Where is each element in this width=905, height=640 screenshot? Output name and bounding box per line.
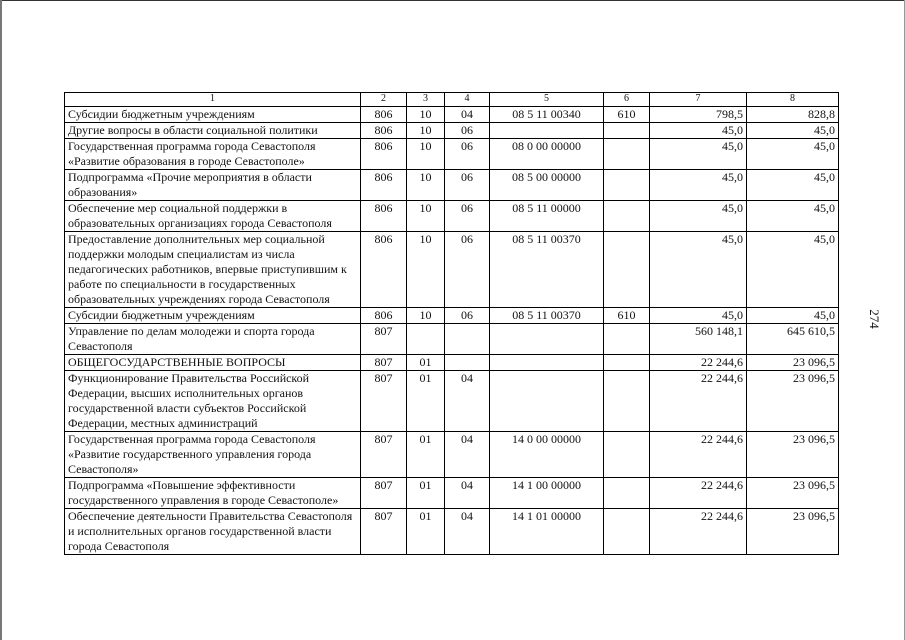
row-name: Предоставление дополнительных мер социальной поддержки молодым специалистам из числа педагогических работников, впервые приступившим к работе по специальности в государственных образовательных учреждениях города Севастополя	[65, 232, 361, 308]
row-rz: 01	[407, 371, 445, 432]
row-name: Государственная программа города Севастополя «Развитие государственного управления города Севастополя»	[65, 432, 361, 478]
table-row	[65, 139, 839, 170]
row-sum-1: 22 244,6	[650, 478, 747, 509]
table-row	[65, 324, 839, 355]
row-name: Обеспечение деятельности Правительства Севастополя и исполнительных органов государственной власти города Севастополя	[65, 509, 361, 555]
row-sum-2: 45,0	[747, 170, 839, 201]
page-number: 274	[867, 309, 882, 329]
table-row	[65, 478, 839, 509]
row-csr	[490, 355, 604, 371]
row-pr: 06	[445, 123, 490, 139]
row-rz: 10	[407, 201, 445, 232]
row-pr: 06	[445, 139, 490, 170]
row-name: ОБЩЕГОСУДАРСТВЕННЫЕ ВОПРОСЫ	[65, 355, 361, 371]
scan-top-border	[0, 0, 905, 4]
row-pr	[445, 324, 490, 355]
col-header-6: 6	[604, 93, 650, 107]
row-name: Подпрограмма «Повышение эффективности государственного управления в городе Севастополе»	[65, 478, 361, 509]
budget-table	[64, 92, 839, 555]
row-sum-2: 45,0	[747, 139, 839, 170]
row-vr	[604, 201, 650, 232]
row-sum-2: 23 096,5	[747, 371, 839, 432]
header-row	[65, 93, 839, 107]
row-pr	[445, 355, 490, 371]
row-vr	[604, 139, 650, 170]
row-rz: 10	[407, 107, 445, 123]
row-sum-2: 23 096,5	[747, 509, 839, 555]
row-vr	[604, 432, 650, 478]
row-csr: 08 5 00 00000	[490, 170, 604, 201]
row-csr: 08 0 00 00000	[490, 139, 604, 170]
row-csr: 08 5 11 00340	[490, 107, 604, 123]
col-header-5: 5	[490, 93, 604, 107]
row-csr: 14 1 00 00000	[490, 478, 604, 509]
row-sum-2: 45,0	[747, 201, 839, 232]
row-sum-1: 22 244,6	[650, 355, 747, 371]
row-csr: 08 5 11 00370	[490, 308, 604, 324]
row-gr: 806	[361, 308, 407, 324]
col-header-1: 1	[65, 93, 361, 107]
row-vr: 610	[604, 107, 650, 123]
row-vr	[604, 478, 650, 509]
row-pr: 04	[445, 509, 490, 555]
row-sum-1: 45,0	[650, 123, 747, 139]
row-csr: 08 5 11 00370	[490, 232, 604, 308]
row-name: Субсидии бюджетным учреждениям	[65, 107, 361, 123]
row-pr: 04	[445, 371, 490, 432]
table-row	[65, 509, 839, 555]
table-row	[65, 371, 839, 432]
row-sum-2: 45,0	[747, 308, 839, 324]
row-sum-1: 22 244,6	[650, 432, 747, 478]
row-rz: 10	[407, 123, 445, 139]
row-sum-1: 45,0	[650, 170, 747, 201]
row-sum-2: 23 096,5	[747, 478, 839, 509]
row-sum-1: 22 244,6	[650, 371, 747, 432]
row-sum-2: 45,0	[747, 123, 839, 139]
row-sum-2: 645 610,5	[747, 324, 839, 355]
table-row	[65, 432, 839, 478]
row-gr: 807	[361, 432, 407, 478]
row-pr: 04	[445, 432, 490, 478]
row-rz: 01	[407, 355, 445, 371]
row-csr	[490, 324, 604, 355]
table-row	[65, 355, 839, 371]
col-header-3: 3	[407, 93, 445, 107]
col-header-4: 4	[445, 93, 490, 107]
row-rz: 10	[407, 308, 445, 324]
row-sum-1: 22 244,6	[650, 509, 747, 555]
row-pr: 06	[445, 232, 490, 308]
row-rz: 01	[407, 509, 445, 555]
col-header-7: 7	[650, 93, 747, 107]
row-sum-1: 45,0	[650, 201, 747, 232]
row-sum-2: 828,8	[747, 107, 839, 123]
row-name: Субсидии бюджетным учреждениям	[65, 308, 361, 324]
table-body	[65, 107, 839, 555]
row-vr	[604, 371, 650, 432]
table-row	[65, 308, 839, 324]
row-gr: 807	[361, 355, 407, 371]
row-gr: 807	[361, 478, 407, 509]
row-sum-1: 560 148,1	[650, 324, 747, 355]
row-pr: 06	[445, 170, 490, 201]
row-vr	[604, 123, 650, 139]
row-name: Обеспечение мер социальной поддержки в образовательных организациях города Севастополя	[65, 201, 361, 232]
col-header-2: 2	[361, 93, 407, 107]
row-gr: 806	[361, 107, 407, 123]
row-gr: 807	[361, 371, 407, 432]
table-row	[65, 107, 839, 123]
row-gr: 806	[361, 201, 407, 232]
row-sum-2: 45,0	[747, 232, 839, 308]
row-sum-1: 45,0	[650, 139, 747, 170]
row-gr: 806	[361, 123, 407, 139]
col-header-8: 8	[747, 93, 839, 107]
row-vr	[604, 509, 650, 555]
row-vr: 610	[604, 308, 650, 324]
row-name: Государственная программа города Севастополя «Развитие образования в городе Севастополе»	[65, 139, 361, 170]
table-row	[65, 201, 839, 232]
row-gr: 806	[361, 232, 407, 308]
row-name: Подпрограмма «Прочие мероприятия в области образования»	[65, 170, 361, 201]
row-csr	[490, 371, 604, 432]
row-sum-1: 45,0	[650, 232, 747, 308]
row-rz: 10	[407, 232, 445, 308]
row-vr	[604, 170, 650, 201]
row-gr: 807	[361, 509, 407, 555]
row-vr	[604, 355, 650, 371]
row-rz: 01	[407, 478, 445, 509]
row-name: Другие вопросы в области социальной политики	[65, 123, 361, 139]
table-row	[65, 123, 839, 139]
row-name: Функционирование Правительства Российской Федерации, высших исполнительных органов государственной власти субъектов Российской Федерации, местных администраций	[65, 371, 361, 432]
row-vr	[604, 324, 650, 355]
row-sum-2: 23 096,5	[747, 432, 839, 478]
row-sum-1: 798,5	[650, 107, 747, 123]
row-csr	[490, 123, 604, 139]
row-name: Управление по делам молодежи и спорта города Севастополя	[65, 324, 361, 355]
row-rz: 10	[407, 170, 445, 201]
row-csr: 08 5 11 00000	[490, 201, 604, 232]
table-header	[65, 93, 839, 107]
row-pr: 04	[445, 107, 490, 123]
row-pr: 06	[445, 201, 490, 232]
row-csr: 14 1 01 00000	[490, 509, 604, 555]
table-row	[65, 232, 839, 308]
row-rz	[407, 324, 445, 355]
row-gr: 807	[361, 324, 407, 355]
row-pr: 06	[445, 308, 490, 324]
row-rz: 10	[407, 139, 445, 170]
row-gr: 806	[361, 139, 407, 170]
row-vr	[604, 232, 650, 308]
row-pr: 04	[445, 478, 490, 509]
row-sum-1: 45,0	[650, 308, 747, 324]
row-gr: 806	[361, 170, 407, 201]
row-rz: 01	[407, 432, 445, 478]
row-sum-2: 23 096,5	[747, 355, 839, 371]
row-csr: 14 0 00 00000	[490, 432, 604, 478]
scan-left-border	[0, 0, 2, 640]
table-row	[65, 170, 839, 201]
